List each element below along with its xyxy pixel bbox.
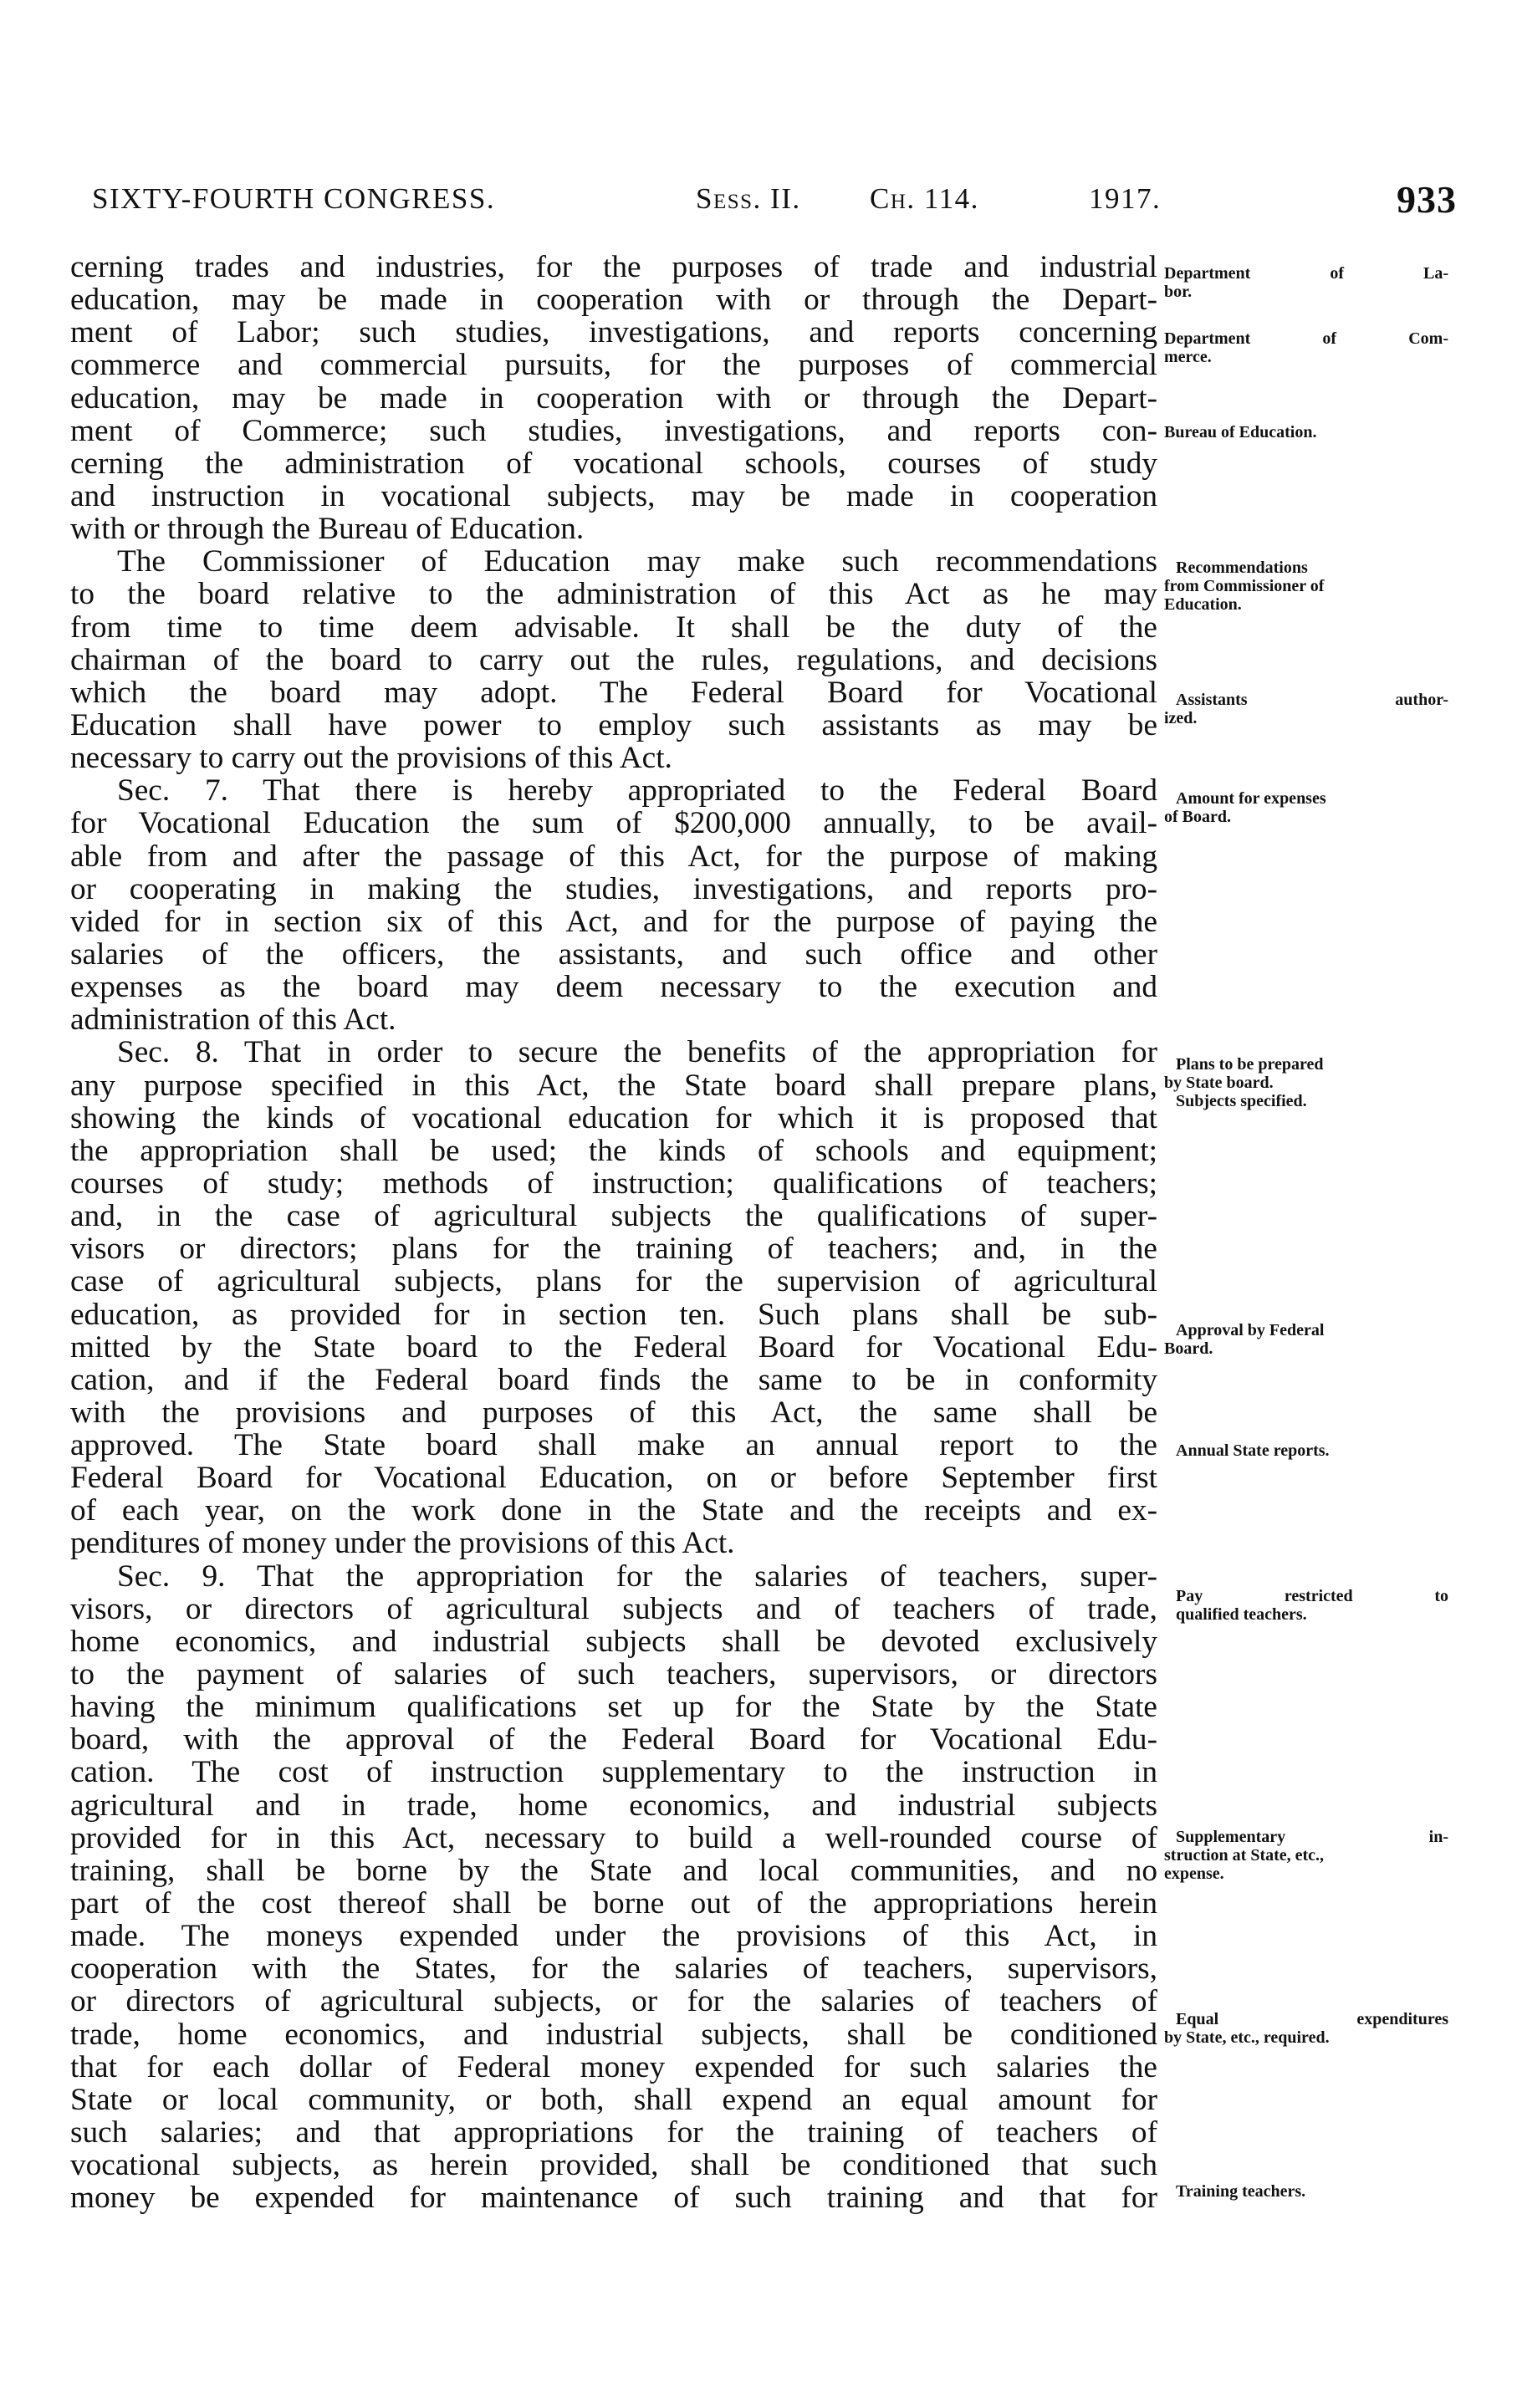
text-line: such salaries; and that appropriations for the training of teachers of [70, 2115, 1157, 2150]
margin-note-recommendations [1164, 559, 1448, 614]
text-line: with or through the Bureau of Education. [70, 512, 585, 547]
section-8-start: Sec. 8. That in order to secure the benefits of the appropriation for [117, 1035, 1157, 1070]
text-line: vided for in section six of this Act, and for the purpose of paying the [70, 904, 1157, 939]
text-line: cation, and if the Federal board finds the same to be in conformity [70, 1362, 1157, 1397]
margin-note-equal-expenditures [1164, 2010, 1448, 2047]
margin-note-line: Department of Com- [1164, 329, 1448, 348]
margin-note-line: Department of La- [1164, 264, 1448, 283]
margin-note-line: qualified teachers. [1176, 1605, 1307, 1624]
text-line: administration of this Act. [70, 1002, 396, 1038]
text-line: education, may be made in cooperation with or through the Depart- [70, 283, 1157, 318]
margin-note-line: Annual State reports. [1176, 1441, 1330, 1460]
margin-note-line: Education. [1164, 595, 1242, 614]
text-line: cooperation with the States, for the salaries of teachers, supervisors, [70, 1951, 1157, 1987]
text-line: trade, home economics, and industrial subjects, shall be conditioned [70, 2017, 1157, 2052]
text-line: education, may be made in cooperation with or through the Depart- [70, 380, 1157, 416]
margin-note-supplementary-instruction [1164, 1828, 1448, 1883]
text-line: from time to time deem advisable. It shall be the duty of the [70, 610, 1157, 645]
text-line: courses of study; methods of instruction; qualifications of teachers; [70, 1166, 1157, 1201]
text-line: board, with the approval of the Federal Board for Vocational Edu- [70, 1722, 1157, 1758]
text-line: training, shall be borne by the State and local communities, and no [70, 1853, 1157, 1888]
margin-note-line: Equal expenditures [1176, 2010, 1448, 2028]
margin-note-line: merce. [1164, 348, 1212, 366]
margin-note-line: Assistants author- [1176, 691, 1448, 709]
text-line: for Vocational Education the sum of $200,000 annually, to be avail- [70, 806, 1157, 841]
text-line: which the board may adopt. The Federal Board for Vocational [70, 675, 1157, 710]
text-line: to the payment of salaries of such teachers, supervisors, or directors [70, 1657, 1157, 1692]
margin-note-line: Amount for expenses [1176, 789, 1326, 808]
margin-note-department-of-commerce [1164, 329, 1448, 366]
text-line: case of agricultural subjects, plans for the supervision of agricultural [70, 1264, 1157, 1299]
margin-note-bureau-of-education [1164, 423, 1448, 441]
text-line: ment of Commerce; such studies, investigations, and reports con- [70, 413, 1157, 448]
text-line: salaries of the officers, the assistants, and such office and other [70, 936, 1157, 972]
margin-note-annual-state-reports [1164, 1441, 1448, 1460]
text-line: of each year, on the work done in the State and the receipts and ex- [70, 1493, 1157, 1528]
text-line: necessary to carry out the provisions of this Act. [70, 741, 672, 776]
margin-note-line: Board. [1164, 1339, 1213, 1358]
margin-note-approval-by-federal-board [1164, 1321, 1448, 1358]
text-line: cation. The cost of instruction supplementary to the instruction in [70, 1755, 1157, 1790]
running-title: SIXTY-FOURTH CONGRESS. [92, 182, 496, 215]
session-label: Sess. II. [696, 182, 801, 215]
text-line: expenses as the board may deem necessary to the execution and [70, 970, 1157, 1005]
text-line: agricultural and in trade, home economics, and industrial subjects [70, 1788, 1157, 1823]
text-line: and instruction in vocational subjects, may be made in cooperation [70, 478, 1157, 513]
text-line: vocational subjects, as herein provided, shall be conditioned that such [70, 2148, 1157, 2183]
text-line: mitted by the State board to the Federal Board for Vocational Edu- [70, 1329, 1157, 1365]
text-line: provided for in this Act, necessary to build a well-rounded course of [70, 1820, 1157, 1855]
margin-note-line: Plans to be prepared [1176, 1055, 1324, 1074]
text-line: able from and after the passage of this Act, for the purpose of making [70, 839, 1157, 874]
year-label: 1917. [1089, 182, 1162, 215]
text-line: ment of Labor; such studies, investigations, and reports concerning [70, 315, 1157, 350]
text-line: cerning trades and industries, for the purposes of trade and industrial [70, 250, 1157, 284]
main-text-column [70, 251, 1157, 2214]
text-line: Federal Board for Vocational Education, on or before September first [70, 1461, 1157, 1496]
section-7-start: Sec. 7. That there is hereby appropriated to the Federal Board [117, 773, 1157, 809]
text-line: money be expended for maintenance of such training and that for [70, 2181, 1157, 2216]
text-line: having the minimum qualifications set up for the State by the State [70, 1690, 1157, 1725]
text-line: to the board relative to the administration of this Act as he may [70, 577, 1157, 612]
margin-note-line: by State board. [1164, 1074, 1274, 1092]
margin-note-training-teachers [1164, 2182, 1448, 2201]
section-9-start: Sec. 9. That the appropriation for the salaries of teachers, super- [117, 1559, 1157, 1594]
margin-note-line: Pay restricted to [1176, 1587, 1448, 1605]
text-line: and, in the case of agricultural subjects the qualifications of super- [70, 1199, 1157, 1234]
margin-note-line: Subjects specified. [1176, 1092, 1307, 1110]
text-line: commerce and commercial pursuits, for the purposes of commercial [70, 348, 1157, 383]
text-line: chairman of the board to carry out the rules, regulations, and decisions [70, 642, 1157, 677]
margin-note-line: from Commissioner of [1164, 577, 1325, 595]
page-number: 933 [1397, 178, 1457, 221]
text-line: education, as provided for in section ten. Such plans shall be sub- [70, 1297, 1157, 1332]
margin-note-department-of-labor [1164, 264, 1448, 301]
text-line: the appropriation shall be used; the kinds of schools and equipment; [70, 1133, 1157, 1168]
margin-note-line: Approval by Federal [1176, 1321, 1325, 1339]
margin-note-line: by State, etc., required. [1164, 2028, 1330, 2047]
text-line: visors or directors; plans for the training of teachers; and, in the [70, 1232, 1157, 1267]
margin-note-line: expense. [1164, 1865, 1224, 1883]
text-line: cerning the administration of vocational schools, courses of study [70, 446, 1157, 481]
text-line: State or local community, or both, shall expend an equal amount for [70, 2082, 1157, 2117]
text-line: visors, or directors of agricultural subjects and of teachers of trade, [70, 1591, 1157, 1626]
margin-note-assistants-authorized [1164, 691, 1448, 727]
margin-note-line: Supplementary in- [1176, 1828, 1448, 1846]
text-line: Education shall have power to employ such assistants as may be [70, 707, 1157, 742]
text-line: with the provisions and purposes of this Act, the same shall be [70, 1395, 1157, 1430]
text-line: or directors of agricultural subjects, or for the salaries of teachers of [70, 1984, 1157, 2019]
text-line: showing the kinds of vocational education for which it is proposed that [70, 1100, 1157, 1135]
margin-note-line: of Board. [1164, 808, 1231, 826]
text-line: part of the cost thereof shall be borne out of the appropriations herein [70, 1886, 1157, 1921]
margin-note-line: Training teachers. [1176, 2182, 1306, 2201]
text-line: approved. The State board shall make an annual report to the [70, 1428, 1157, 1463]
text-line: that for each dollar of Federal money expended for such salaries the [70, 2049, 1157, 2084]
margin-note-line: ized. [1164, 709, 1198, 727]
margin-note-line: struction at State, etc., [1164, 1846, 1325, 1865]
margin-note-pay-restricted [1164, 1587, 1448, 1624]
margin-note-plans-prepared [1164, 1055, 1448, 1110]
margin-note-line: bor. [1164, 283, 1193, 301]
text-line: or cooperating in making the studies, investigations, and reports pro- [70, 871, 1157, 906]
text-line: The Commissioner of Education may make such recommendations [117, 544, 1157, 579]
margin-notes-column [1164, 0, 1448, 2408]
text-line: any purpose specified in this Act, the State board shall prepare plans, [70, 1068, 1157, 1103]
margin-note-line: Recommendations [1176, 559, 1308, 577]
text-line: penditures of money under the provisions of this Act. [70, 1526, 735, 1561]
text-line: made. The moneys expended under the provisions of this Act, in [70, 1919, 1157, 1954]
chapter-label: Ch. 114. [870, 182, 979, 215]
text-line: home economics, and industrial subjects shall be devoted exclusively [70, 1624, 1157, 1659]
margin-note-line: Bureau of Education. [1164, 423, 1317, 441]
margin-note-amount-for-expenses [1164, 789, 1448, 826]
